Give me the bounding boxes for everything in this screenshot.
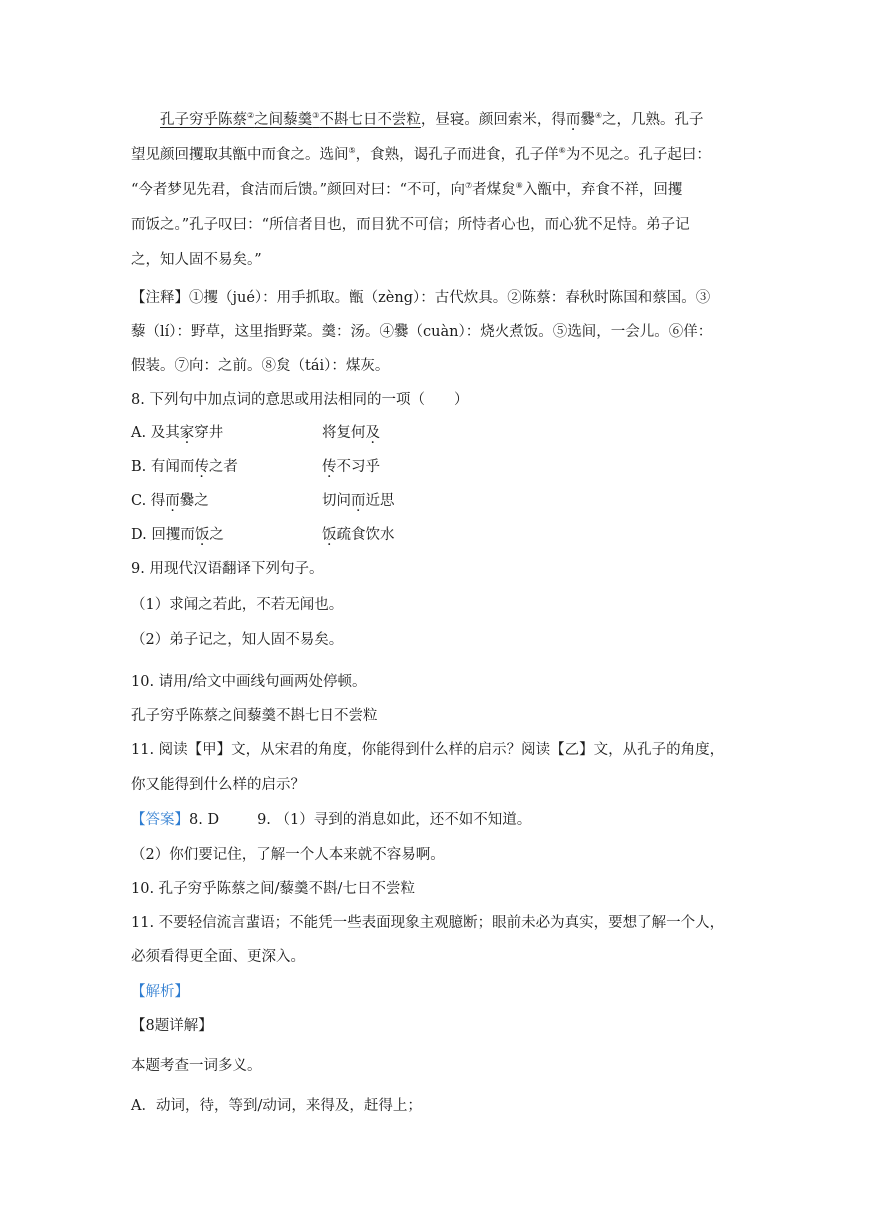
footnote-mark: ⑧ [515, 181, 523, 191]
answer-9-2: （2）你们要记住，了解一个人本来就不容易啊。 [131, 847, 445, 863]
answer-line-1: 【答案】8. D 9. （1）寻到的消息如此，还不如不知道。 [131, 812, 532, 828]
q10-text: 孔子穷乎陈蔡之间藜羹不斟七日不尝粒 [131, 708, 378, 724]
q8-option-a: A. 及其家穿井 · 将复何及 [131, 423, 223, 443]
underlined-sentence: 孔子穷乎陈蔡②之间藜羹③不斟七日不尝粒 [160, 111, 421, 128]
analysis-label: 【解析】 [131, 984, 189, 1000]
dotted-char: 而 [351, 493, 366, 509]
footnote-mark: ⑤ [348, 146, 356, 156]
dotted-char: 及其家穿井 · [151, 425, 224, 441]
dotted-char: 而 [565, 112, 581, 128]
passage-line-4: 而饭之。”孔子叹曰：“所信者目也，而目犹不可信；所恃者心也，而心犹不足恃。弟子记 [131, 217, 690, 233]
passage-line-3: “今者梦见先君，食洁而后馈。”颜回对曰：“不可，向⑦者煤炱⑧入甑中，弃食不祥，回攫 [131, 181, 683, 198]
q11-line-2: 你又能得到什么样的启示？ [131, 777, 305, 793]
answer-11-line-2: 必须看得更全面、更深入。 [131, 949, 305, 965]
q9-sentence-1: （1）求闻之若此，不若无闻也。 [131, 597, 344, 613]
notes-line-1: 【注释】①攫（jué）：用手抓取。甑（zèng）：古代炊具。②陈蔡：春秋时陈国和蔡国。③ [131, 290, 711, 306]
footnote-mark: ② [247, 111, 255, 121]
q8-stem: 8. 下列句中加点词的意思或用法相同的一项（ ） [131, 392, 469, 408]
q9-sentence-2: （2）弟子记之，知人固不易矣。 [131, 632, 344, 648]
dotted-char: 饭 [322, 527, 337, 543]
footnote-mark: ③ [312, 111, 320, 121]
notes-line-3: 假装。⑦向：之前。⑧炱（tái）：煤灰。 [131, 358, 390, 374]
analysis-option-a: A．动词，待，等到/动词，来得及，赶得上； [131, 1098, 422, 1114]
q10-stem: 10. 请用/给文中画线句画两处停顿。 [131, 674, 367, 690]
answer-label: 【答案】 [131, 812, 189, 828]
dotted-char: 而 [165, 493, 180, 509]
footnote-mark: ⑥ [558, 146, 566, 156]
q8-option-c: C. 得而爨之 切问而近思 [131, 493, 395, 509]
footnote-mark: ⑦ [465, 181, 473, 191]
analysis-intro: 本题考查一词多义。 [131, 1058, 262, 1074]
q8-option-b: B. 有闻而传之者 传不习乎 [131, 459, 380, 475]
dotted-char: 传 [194, 459, 209, 475]
footnote-mark: ④ [594, 111, 603, 121]
q9-stem: 9. 用现代汉语翻译下列句子。 [131, 561, 324, 577]
q8-option-d: D. 回攫而饭之 饭疏食饮水 [131, 527, 395, 543]
passage-line-2: 望见颜回攫取其甑中而食之。选间⑤，食熟，谒孔子而进食，孔子佯⑥为不见之。孔子起曰： [131, 146, 711, 163]
dotted-char: 传 [322, 459, 337, 475]
q11-line-1: 11. 阅读【甲】文，从宋君的角度，你能得到什么样的启示？阅读【乙】文，从孔子的角度， [131, 742, 725, 758]
q8-analysis-title: 【8题详解】 [131, 1018, 213, 1034]
answer-10: 10. 孔子穷乎陈蔡之间/藜羹不斟/七日不尝粒 [131, 881, 415, 897]
dotted-char: 饭 [194, 527, 210, 543]
passage-line-5: 之，知人固不易矣。” [131, 252, 262, 268]
answer-11-line-1: 11. 不要轻信流言蜚语；不能凭一些表面现象主观臆断；眼前未必为真实，要想了解一个人， [131, 915, 725, 931]
notes-line-2: 藜（lí）：野草，这里指野菜。羹：汤。④爨（cuàn）：烧火煮饭。⑤选间，一会儿。⑥佯： [131, 324, 713, 340]
dotted-char: 及 [365, 425, 380, 441]
passage-line-1: 孔子穷乎陈蔡②之间藜羹③不斟七日不尝粒，昼寝。颜回索米，得而爨④之，几熟。孔子 [160, 111, 704, 128]
